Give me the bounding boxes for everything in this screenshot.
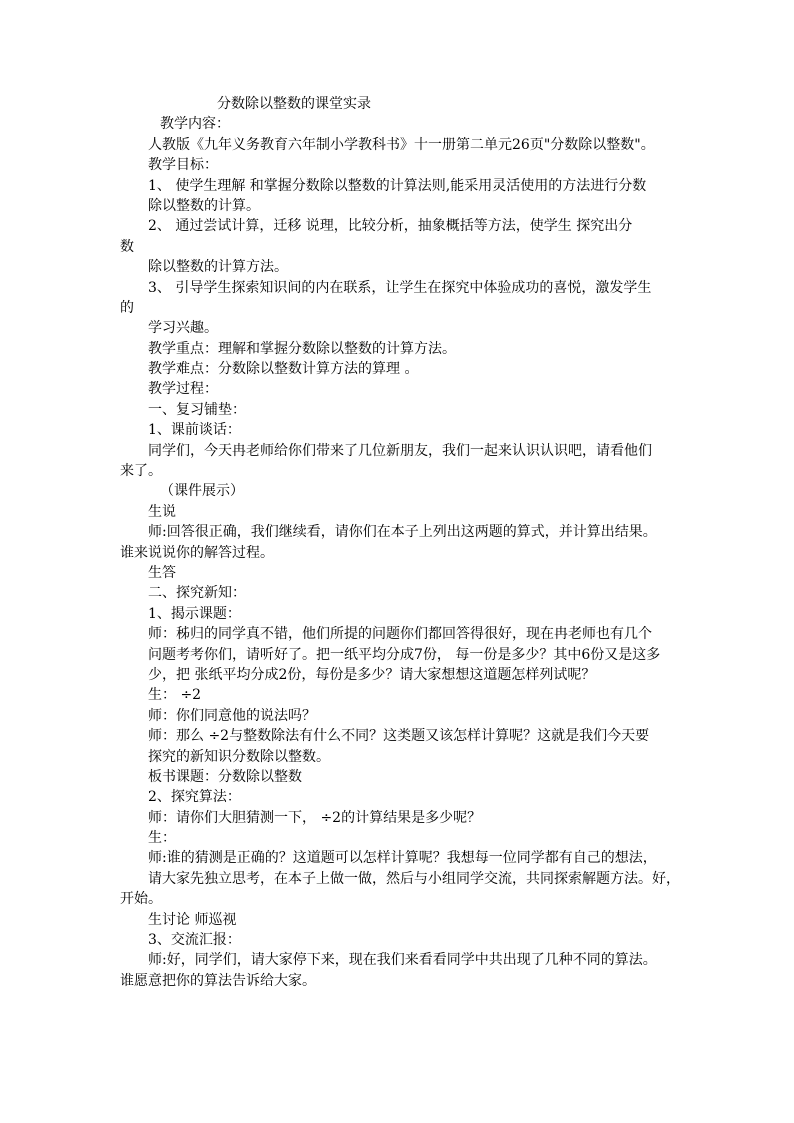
text-line: 1、 使学生理解 和掌握分数除以整数的计算法则,能采用灵活使用的方法进行分数 [148, 177, 647, 194]
text-line: 生： ÷2 [148, 687, 202, 704]
text-line: 少，把 张纸平均分成2份，每份是多少？请大家想想这道题怎样列试呢？ [148, 666, 596, 683]
text-line: 教学过程： [148, 381, 218, 398]
text-line: 请大家先独立思考，在本子上做一做，然后与小组同学交流，共同探索解题方法。好， [148, 870, 680, 887]
text-line: 开始。 [120, 891, 162, 908]
text-line: 3、 引导学生探索知识间的内在联系，让学生在探究中体验成功的喜悦，激发学生 [148, 279, 652, 296]
text-line: 除以整数的计算。 [148, 197, 260, 214]
text-line: 生说 [148, 503, 176, 520]
page-title: 分数除以整数的课堂实录 [217, 96, 371, 112]
text-line: 板书课题：分数除以整数 [148, 768, 302, 785]
text-line: 谁愿意把你的算法告诉给大家。 [120, 972, 316, 989]
text-line: 生讨论 师巡视 [148, 911, 237, 928]
text-line: 问题考考你们，请听好了。把一纸平均分成7份， 每一份是多少？其中6份又是这多 [148, 646, 661, 663]
document-body [120, 94, 680, 991]
text-line: 师:好，同学们，请大家停下来，现在我们来看看同学中共出现了几种不同的算法。 [148, 952, 657, 969]
text-line: （课件展示） [160, 483, 244, 500]
text-line: 师:谁的猜测是正确的？这道题可以怎样计算呢？我想每一位同学都有自己的想法， [148, 850, 657, 867]
text-line: 2、探究算法： [148, 789, 241, 806]
text-line: 人教版《九年义务教育六年制小学教科书》十一册第二单元26页"分数除以整数"。 [148, 136, 655, 153]
text-line: 教学内容： [160, 116, 230, 133]
text-line: 数 [120, 238, 134, 255]
text-line: 二、探究新知： [148, 585, 246, 602]
text-line: 的 [120, 299, 134, 316]
text-line: 1、揭示课题： [148, 605, 241, 622]
text-line: 来了。 [120, 463, 162, 480]
text-line: 谁来说说你的解答过程。 [120, 544, 274, 561]
text-line: 教学目标： [148, 157, 218, 174]
text-line: 师：你们同意他的说法吗？ [148, 707, 316, 724]
text-line: 生答 [148, 564, 176, 581]
text-line: 学习兴趣。 [148, 320, 218, 337]
text-line: 同学们，今天冉老师给你们带来了几位新朋友，我们一起来认识认识吧，请看他们 [148, 442, 652, 459]
text-line: 生： [148, 830, 176, 847]
text-line: 2、 通过尝试计算，迁移 说理，比较分析，抽象概括等方法，使学生 探究出分 [148, 218, 633, 235]
text-line: 师:回答很正确，我们继续看，请你们在本子上列出这两题的算式，并计算出结果。 [148, 524, 657, 541]
text-line: 师：那么 ÷2与整数除法有什么不同？这类题又该怎样计算呢？这就是我们今天要 [148, 728, 650, 745]
text-line: 探究的新知识分数除以整数。 [148, 748, 330, 765]
text-line: 3、交流汇报： [148, 932, 241, 949]
text-line: 教学重点：理解和掌握分数除以整数的计算方法。 [148, 340, 456, 357]
text-line: 教学难点：分数除以整数计算方法的算理 。 [148, 361, 419, 378]
text-line: 除以整数的计算方法。 [148, 259, 288, 276]
text-line: 1、课前谈话： [148, 422, 241, 439]
text-line: 师：请你们大胆猜测一下， ÷2的计算结果是多少呢？ [148, 809, 482, 826]
text-line: 一、复习铺垫： [148, 401, 246, 418]
text-line: 师：秭归的同学真不错，他们所提的问题你们都回答得很好，现在冉老师也有几个 [148, 626, 652, 643]
